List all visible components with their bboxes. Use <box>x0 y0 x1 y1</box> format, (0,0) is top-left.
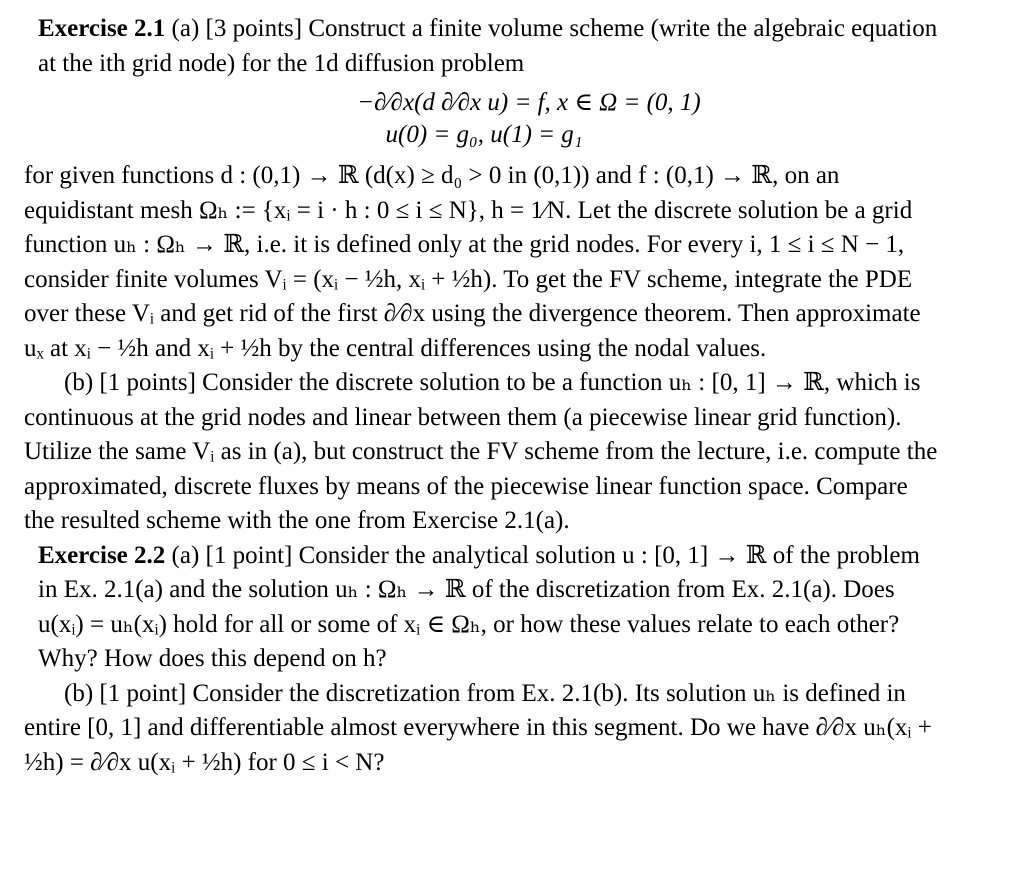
diffusion-equation <box>24 87 944 151</box>
equation-line-boundary: u(0) = g₀, u(1) = g₁ <box>385 121 583 148</box>
exercise-2-2-part-a: Exercise 2.2 (a) [1 point] Consider the analytical solution u : [0, 1] → ℝ of the problem in Ex. 2.1(a) and the solution uₕ : Ωₕ → ℝ of the discretization from Ex. 2.1(a). Does u(xᵢ) = uₕ(xᵢ) hold for all or some of xᵢ ∈ Ωₕ, or how these values relate to each other? Why? How does this depend on h? <box>38 541 920 672</box>
exercise-2-1-label: Exercise 2.1 <box>38 15 166 42</box>
exercise-2-2-part-b: (b) [1 point] Consider the discretization from Ex. 2.1(b). Its solution uₕ is defined in entire [0, 1] and differentiable almost everywhere in this segment. Do we have ∂⁄∂x uₕ(xᵢ + ½h) = ∂⁄∂x u(xᵢ + ½h) for 0 ≤ i < N? <box>24 679 932 776</box>
exercise-2-1-part-b: (b) [1 points] Consider the discrete solution to be a function uₕ : [0, 1] → ℝ, which is continuous at the grid nodes and linear between them (a piecewise linear grid function). Utilize the same Vᵢ as in (a), but construct the FV scheme from the lecture, i.e. compute the approximated, discrete fluxes by means of the piecewise linear function space. Compare the resulted scheme with the one from Exercise 2.1(a). <box>24 369 938 534</box>
exercise-2-1-part-a-continued: for given functions d : (0,1) → ℝ (d(x) ≥ d₀ > 0 in (0,1)) and f : (0,1) → ℝ, on an equidistant mesh Ωₕ := {xᵢ = i · h : 0 ≤ i ≤ N}, h = 1⁄N. Let the discrete solution be a grid function uₕ : Ωₕ → ℝ, i.e. it is defined only at the grid nodes. For every i, 1 ≤ i ≤ N − 1, consider finite volumes Vᵢ = (xᵢ − ½h, xᵢ + ½h). To get the FV scheme, integrate the PDE over these Vᵢ and get rid of the first ∂⁄∂x using the divergence theorem. Then approximate uₓ at xᵢ − ½h and xᵢ + ½h by the central differences using the nodal values. <box>24 162 921 362</box>
exercise-2-2-label: Exercise 2.2 <box>38 541 166 569</box>
exercise-2-1-part-a: Exercise 2.1 (a) [3 points] Construct a finite volume scheme (write the algebraic equation at the ith grid node) for the 1d diffusion problem <box>38 15 938 77</box>
equation-line-pde: −∂⁄∂x(d ∂⁄∂x u) = f, x ∈ Ω = (0, 1) <box>357 89 701 116</box>
